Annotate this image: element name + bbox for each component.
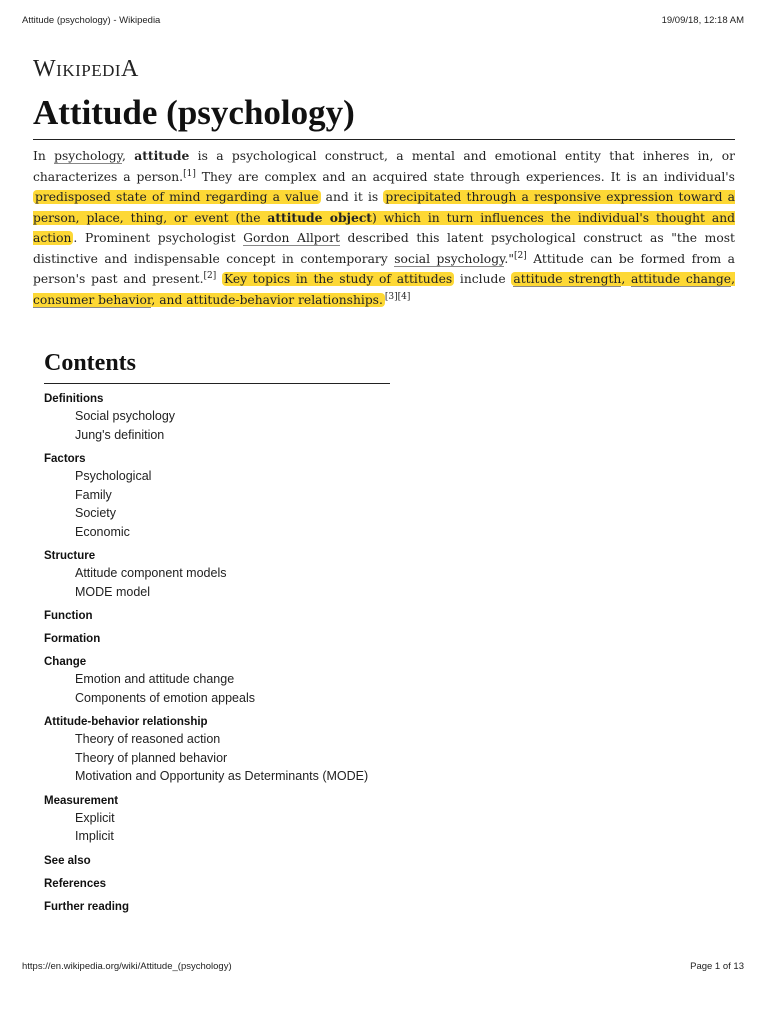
intro-text: In bbox=[33, 149, 55, 163]
table-of-contents bbox=[44, 392, 444, 923]
citation-1[interactable]: [1] bbox=[183, 168, 196, 179]
term-attitude: attitude bbox=[134, 148, 190, 163]
intro-text: They are complex and an acquired state through experiences. It is an individual's bbox=[195, 169, 735, 184]
toc-section-link[interactable]: See also bbox=[44, 854, 91, 867]
intro-text: Attitude can be formed from a person's past and present. bbox=[33, 251, 735, 286]
link-gordon-allport[interactable]: Gordon Allport bbox=[243, 231, 340, 245]
toc-subsection-link[interactable]: MODE model bbox=[75, 584, 151, 599]
term-attitude-behavior: attitude-behavior relationships bbox=[186, 292, 379, 307]
toc-subsection-link[interactable]: Theory of reasoned action bbox=[75, 732, 221, 746]
link-social-psychology[interactable]: social psychology bbox=[394, 251, 505, 266]
toc-section bbox=[44, 632, 444, 647]
toc-subsection-link[interactable]: Attitude component models bbox=[75, 566, 227, 580]
highlight-text: precipitated through a responsive expression toward a person, place, thing, or event (the bbox=[33, 190, 735, 225]
toc-subsection-link[interactable]: Emotion and attitude change bbox=[75, 672, 235, 686]
toc-section bbox=[44, 900, 444, 915]
toc-subsection-link[interactable]: Components of emotion appeals bbox=[75, 690, 255, 705]
highlight-text: , bbox=[621, 272, 631, 286]
toc-section-link[interactable]: Definitions bbox=[44, 393, 104, 405]
intro-text: . Prominent psychologist bbox=[73, 231, 244, 245]
toc-section bbox=[44, 877, 444, 892]
link-psychology[interactable]: psychology bbox=[54, 149, 122, 163]
toc-subsection-link[interactable]: Family bbox=[75, 487, 112, 502]
toc-section bbox=[44, 392, 444, 444]
toc-section bbox=[44, 715, 444, 786]
toc-divider bbox=[44, 383, 390, 384]
toc-subsection-link[interactable]: Theory of planned behavior bbox=[75, 750, 228, 765]
toc-section-link[interactable]: Change bbox=[44, 656, 87, 668]
print-footer-page: Page 1 of 13 bbox=[690, 961, 744, 972]
link-attitude-change[interactable]: attitude change bbox=[630, 272, 732, 286]
toc-section-link[interactable]: Further reading bbox=[44, 900, 129, 913]
page-title: Attitude (psychology) bbox=[33, 93, 355, 132]
toc-subsection-link[interactable]: Economic bbox=[75, 524, 130, 539]
wordmark-first-letter: W bbox=[33, 56, 57, 82]
highlight-key-topics: Key topics in the study of attitudes bbox=[223, 272, 453, 286]
print-header-title: Attitude (psychology) - Wikipedia bbox=[22, 15, 161, 26]
highlight-text: ) which in turn influences the individual's thought and action bbox=[33, 210, 735, 245]
toc-section bbox=[44, 655, 444, 707]
toc-section bbox=[44, 794, 444, 846]
toc-section bbox=[44, 549, 444, 601]
highlight-text: , and bbox=[151, 292, 187, 307]
toc-section-link[interactable]: Function bbox=[44, 610, 93, 622]
toc-subsection-link[interactable]: Jung's definition bbox=[75, 427, 165, 442]
toc-subsection-link[interactable]: Motivation and Opportunity as Determinants (MODE) bbox=[75, 769, 369, 783]
toc-section bbox=[44, 609, 444, 624]
toc-section bbox=[44, 452, 444, 541]
highlight-predisposed: predisposed state of mind regarding a value bbox=[35, 190, 319, 204]
intro-text: include bbox=[454, 272, 512, 286]
toc-subsection-link[interactable]: Psychological bbox=[75, 469, 152, 483]
citation-3-4[interactable]: [3][4] bbox=[384, 291, 411, 302]
toc-section-link[interactable]: References bbox=[44, 877, 107, 890]
term-attitude-object: attitude object bbox=[267, 209, 372, 225]
intro-paragraph bbox=[33, 146, 735, 310]
intro-text: is a psychological construct, a mental and emotional entity that inheres in, or characterizes a person. bbox=[33, 149, 735, 184]
intro-text: ." bbox=[504, 251, 514, 266]
toc-subsection-link[interactable]: Society bbox=[75, 506, 116, 520]
print-footer-url: https://en.wikipedia.org/wiki/Attitude_(psychology) bbox=[22, 961, 232, 972]
wordmark-last-letter: A bbox=[121, 56, 139, 82]
toc-section-link[interactable]: Measurement bbox=[44, 794, 119, 807]
wordmark-middle: IKIPEDI bbox=[56, 61, 122, 80]
intro-text: and it is bbox=[320, 190, 384, 204]
highlight-text: , bbox=[731, 272, 735, 286]
highlight-text: . bbox=[379, 292, 383, 307]
toc-section bbox=[44, 854, 444, 869]
toc-section-link[interactable]: Structure bbox=[44, 550, 96, 562]
toc-section-link[interactable]: Factors bbox=[44, 453, 86, 465]
title-divider bbox=[33, 139, 735, 140]
toc-subsection-link[interactable]: Implicit bbox=[75, 829, 114, 843]
toc-subsection-link[interactable]: Explicit bbox=[75, 810, 115, 825]
intro-text: described this latent psychological construct as "the most distinctive and indispensable concept in contemporary bbox=[33, 231, 735, 266]
link-consumer-behavior[interactable]: consumer behavior bbox=[33, 292, 152, 307]
print-header-datetime: 19/09/18, 12:18 AM bbox=[661, 15, 744, 26]
toc-section-link[interactable]: Attitude-behavior relationship bbox=[44, 716, 208, 728]
toc-title: Contents bbox=[44, 350, 137, 376]
toc-section-link[interactable]: Formation bbox=[44, 633, 101, 645]
citation-2b[interactable]: [2] bbox=[203, 270, 217, 281]
toc-subsection-link[interactable]: Social psychology bbox=[75, 409, 176, 423]
link-attitude-strength[interactable]: attitude strength bbox=[513, 272, 622, 286]
citation-2[interactable]: [2] bbox=[513, 250, 527, 261]
intro-text: , bbox=[122, 149, 135, 163]
wikipedia-wordmark[interactable] bbox=[33, 56, 139, 83]
